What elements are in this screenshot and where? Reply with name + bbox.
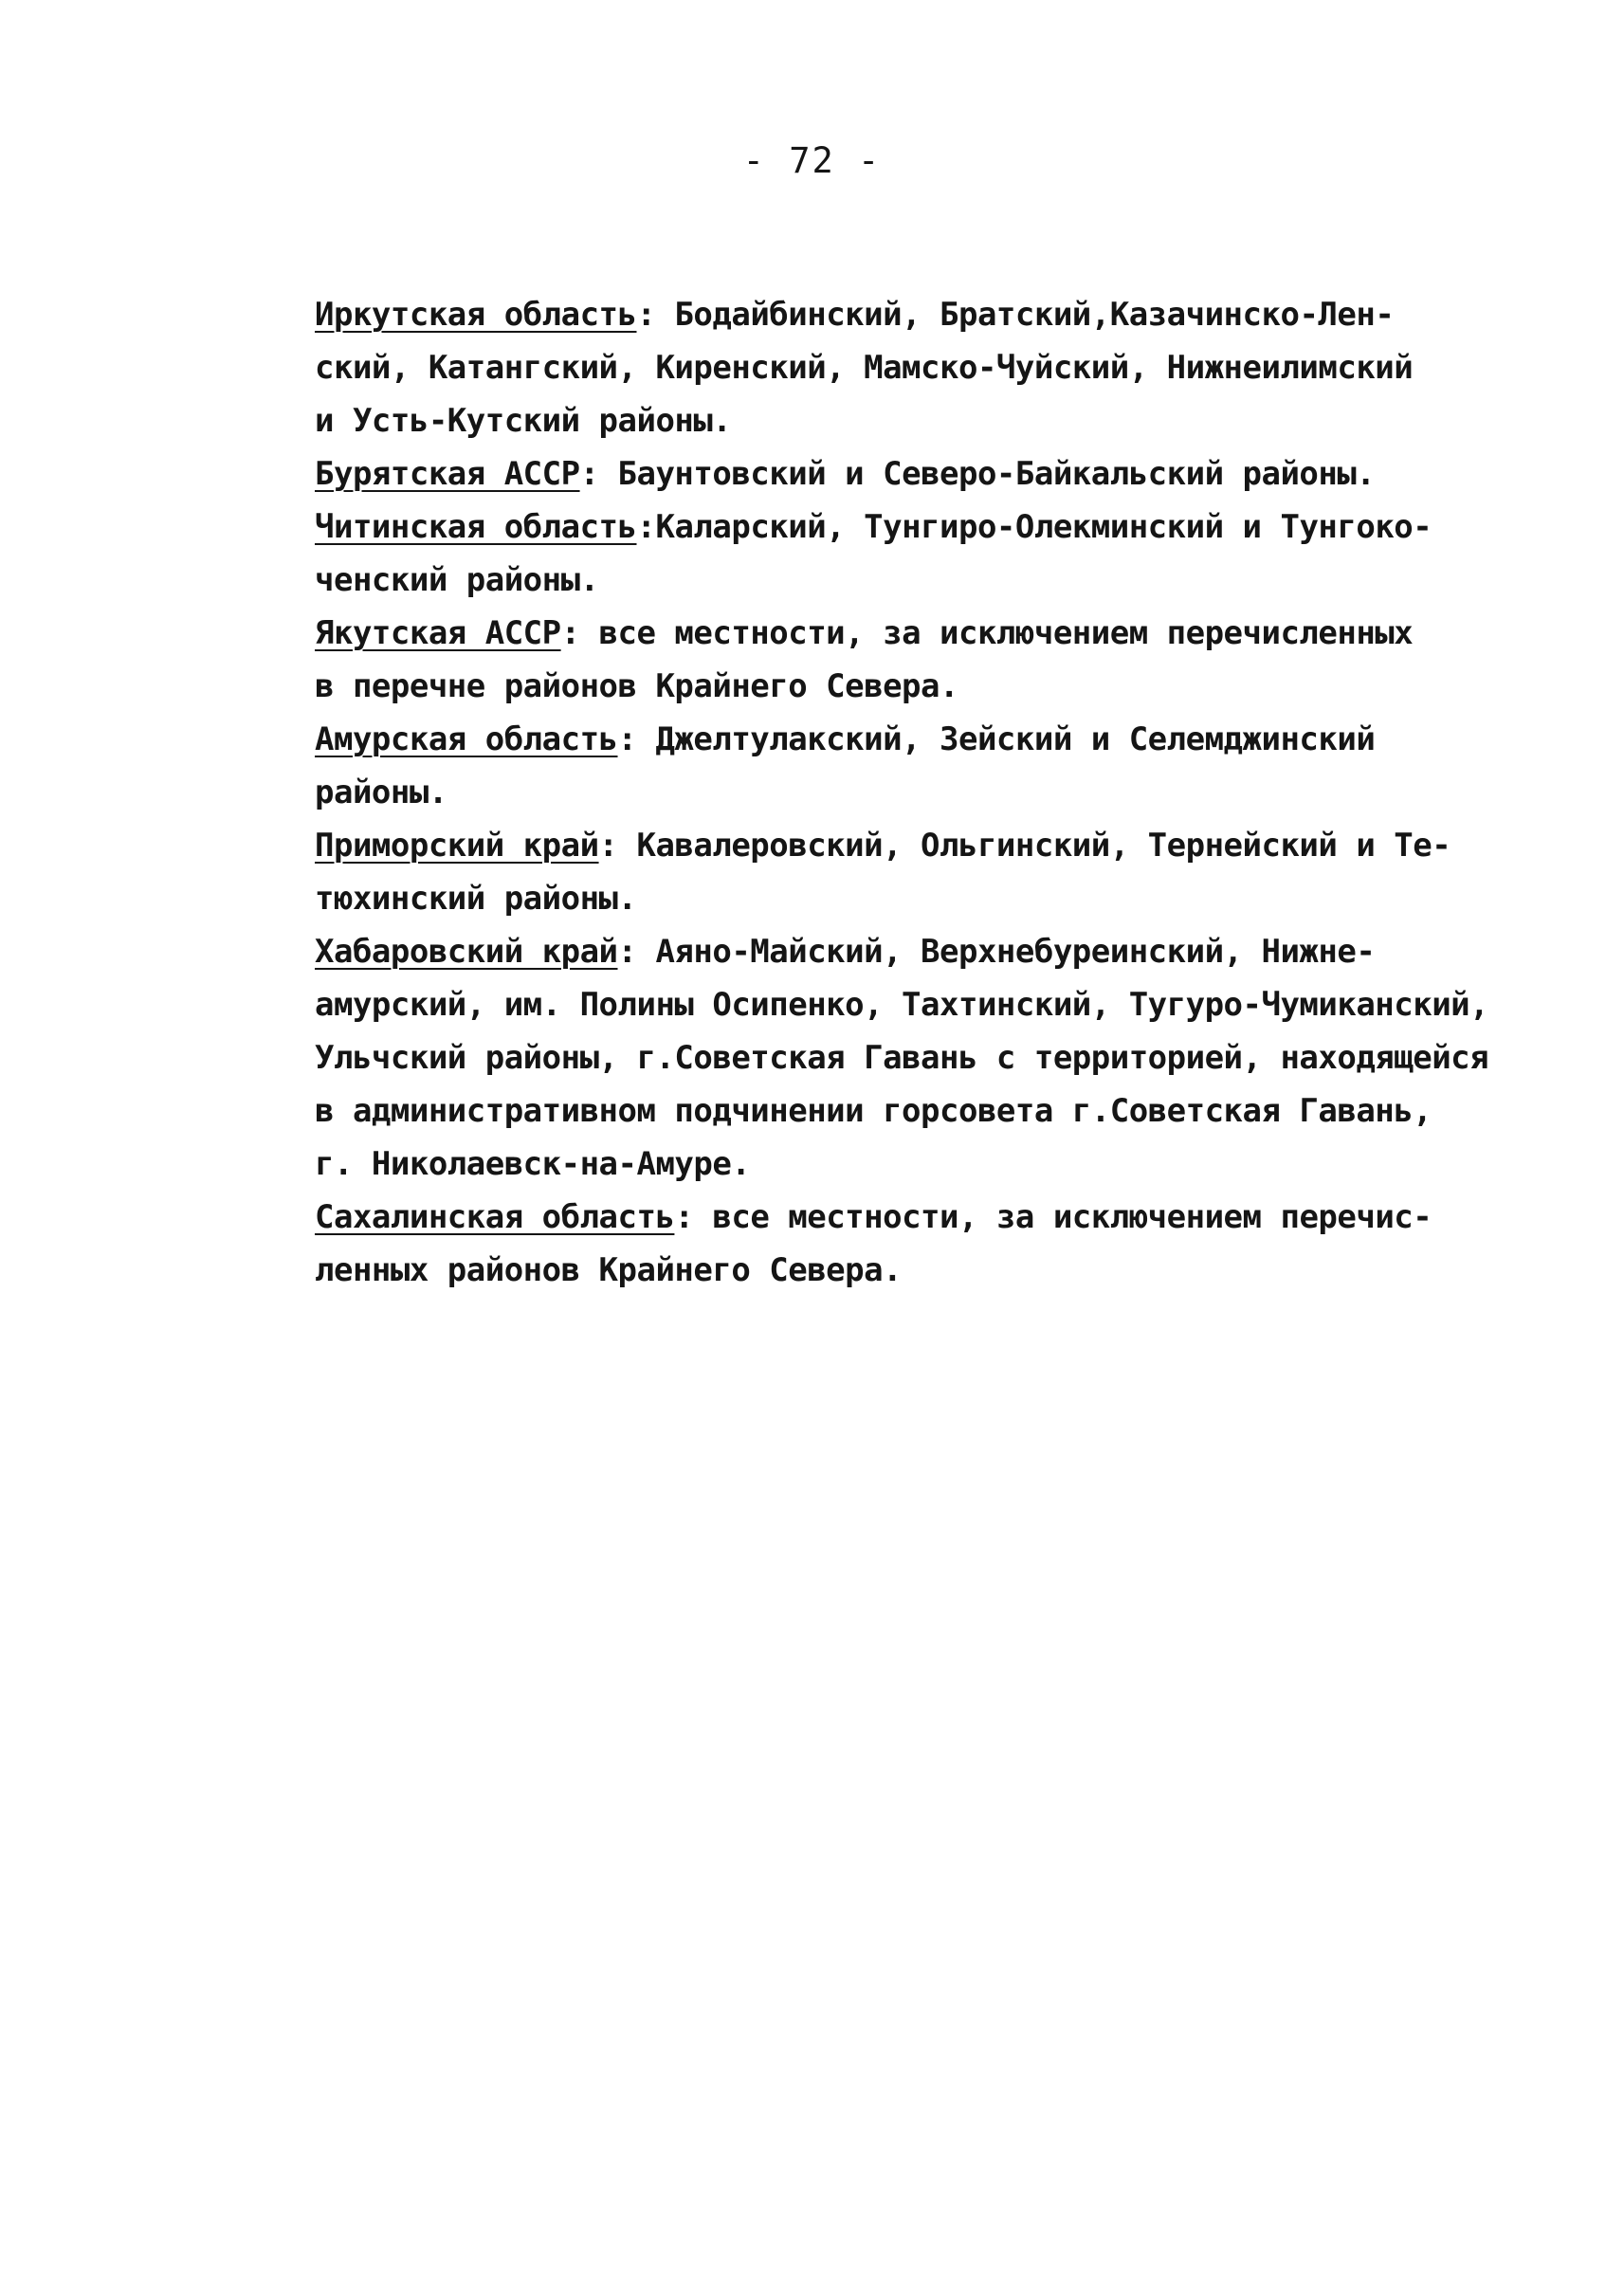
- entry-irkutsk: [221, 288, 1453, 447]
- entry-line: тюхинский районы.: [315, 880, 637, 918]
- entry-line: [221, 288, 1453, 341]
- entry-line: [221, 819, 1453, 872]
- region-name: Читинская область: [315, 508, 637, 546]
- region-name: Сахалинская область: [315, 1198, 675, 1236]
- entry-line: [221, 925, 1453, 978]
- entry-buryat: [221, 447, 1453, 501]
- entry-text: :Каларский, Тунгиро-Олекминский и Тунгоко-: [636, 508, 1432, 546]
- region-name: Иркутская область: [315, 296, 637, 334]
- entry-line: ленных районов Крайнего Севера.: [315, 1251, 903, 1289]
- entry-line: ченский районы.: [315, 561, 599, 599]
- region-name: Якутская АССР: [315, 614, 561, 652]
- region-name: Приморский край: [315, 827, 599, 865]
- entry-line: Ульчский районы, г.Советская Гавань с территорией, находящейся: [315, 1039, 1489, 1077]
- entry-line: районы.: [315, 774, 447, 811]
- entry-line: г. Николаевск-на-Амуре.: [315, 1145, 751, 1183]
- entry-text: : все местности, за исключением перечисленных: [560, 614, 1414, 652]
- entry-line: амурский, им. Полины Осипенко, Тахтинский, Тугуро-Чумиканский,: [315, 986, 1489, 1024]
- entry-text: : Аяно-Майский, Верхнебуреинский, Нижне-: [617, 933, 1376, 971]
- page-number: - 72 -: [742, 140, 882, 181]
- entry-yakut: [221, 607, 1453, 713]
- entry-text: : Джелтулакский, Зейский и Селемджинский: [617, 720, 1376, 758]
- entry-line: в перечне районов Крайнего Севера.: [315, 667, 958, 705]
- entry-khabarovsk: [221, 925, 1489, 1191]
- entry-chita: [221, 501, 1453, 607]
- region-name: Бурятская АССР: [315, 455, 580, 493]
- entry-sakhalin: [221, 1191, 1453, 1297]
- entry-line: [221, 713, 1453, 766]
- entry-text: : Баунтовский и Северо-Байкальский районы.: [579, 455, 1376, 493]
- entry-line: [221, 1191, 1453, 1244]
- entry-line: [221, 447, 1453, 501]
- entry-line: в административном подчинении горсовета г.Советская Гавань,: [315, 1092, 1432, 1130]
- entry-text: : Бодайбинский, Братский,Казачинско-Лен-: [636, 296, 1395, 334]
- entry-text: : все местности, за исключением перечис-: [674, 1198, 1432, 1236]
- entry-line: и Усть-Кутский районы.: [315, 402, 732, 440]
- region-name: Амурская область: [315, 720, 618, 758]
- entry-line: [221, 607, 1453, 660]
- entry-line: ский, Катангский, Киренский, Мамско-Чуйский, Нижнеилимский: [315, 349, 1414, 387]
- region-name: Хабаровский край: [315, 933, 618, 971]
- entry-primorsky: [221, 819, 1453, 925]
- entry-text: : Кавалеровский, Ольгинский, Тернейский и Те-: [598, 827, 1451, 865]
- document-body: [221, 288, 1489, 1297]
- entry-amur: [221, 713, 1453, 819]
- entry-line: [221, 501, 1453, 554]
